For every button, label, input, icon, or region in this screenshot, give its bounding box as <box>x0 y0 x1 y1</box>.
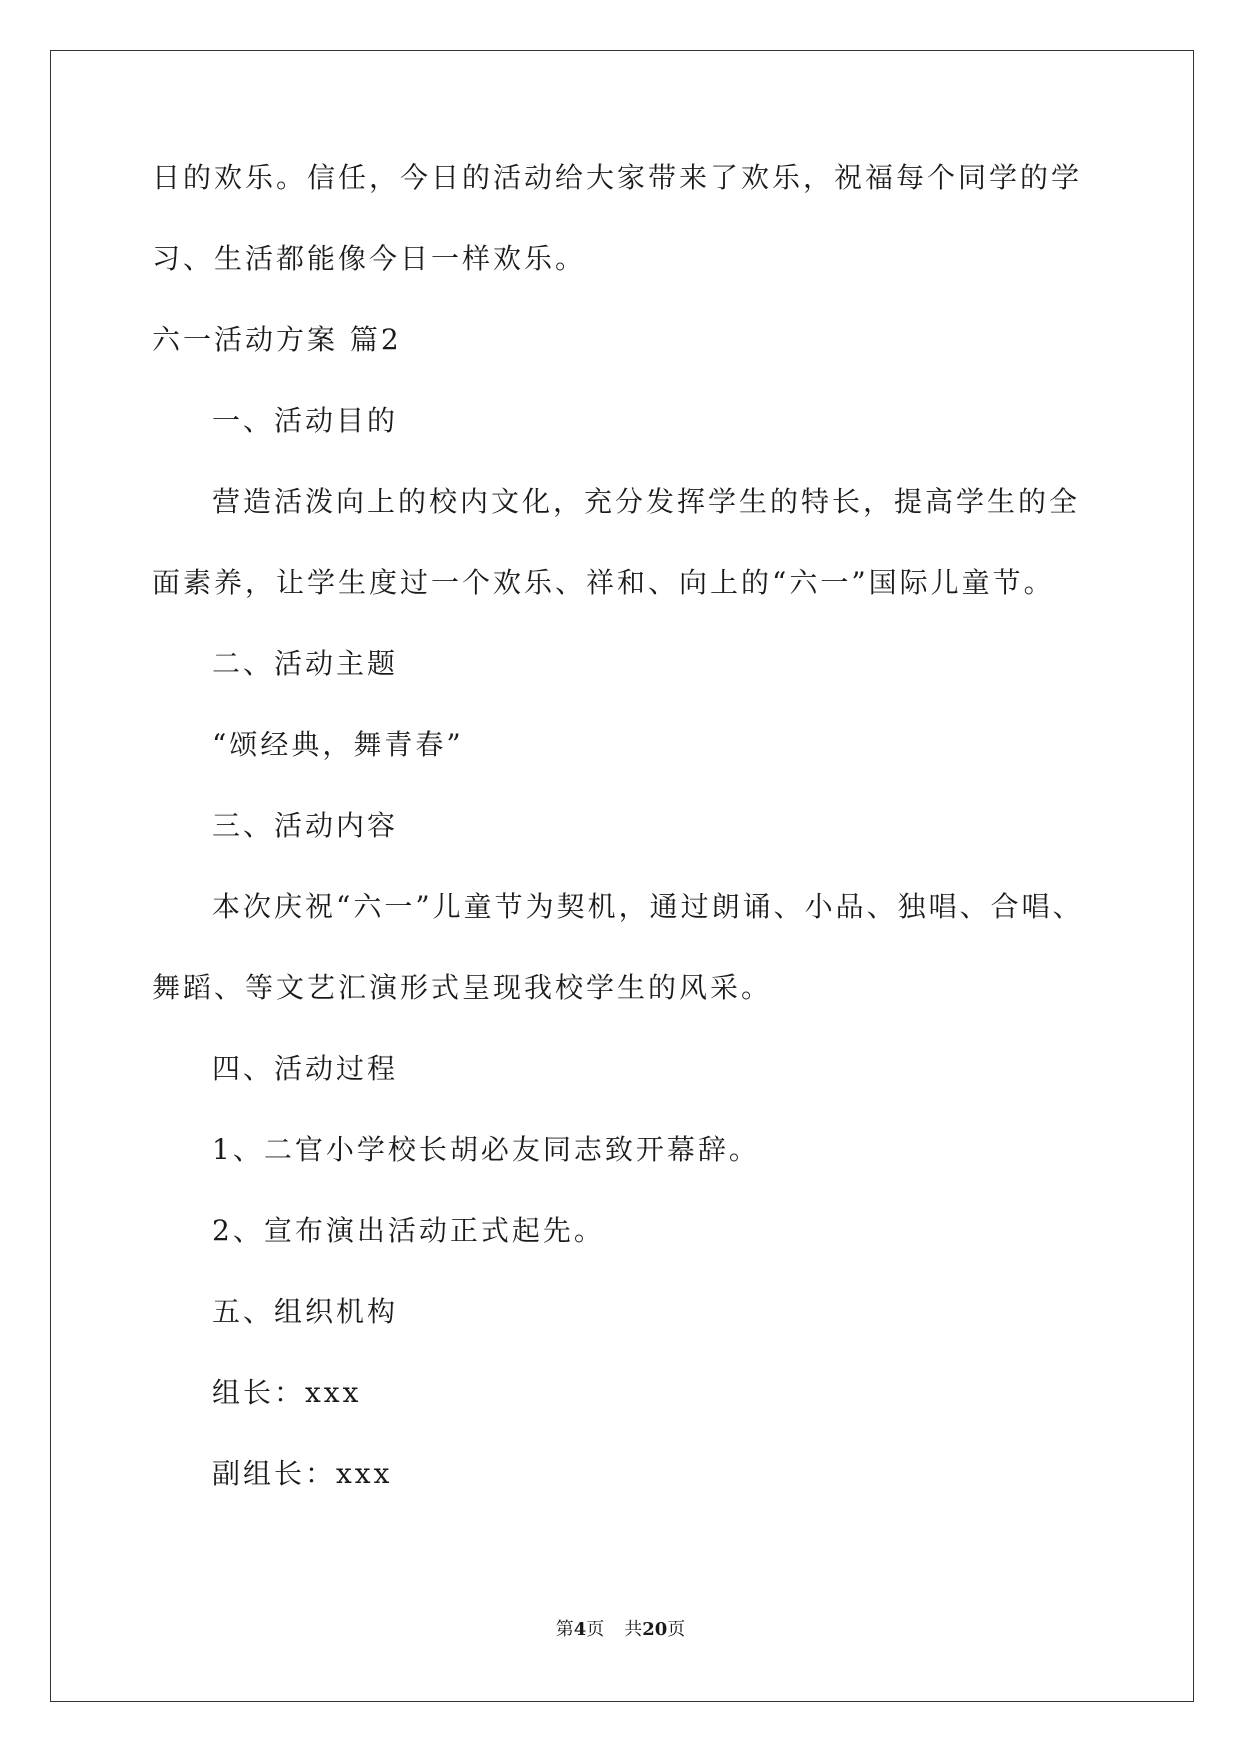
org-leader: 组长：xxx <box>212 1376 362 1409</box>
page-current: 4 <box>573 1619 587 1640</box>
total-prefix: 共 <box>624 1619 643 1640</box>
page-prefix: 第 <box>555 1619 574 1640</box>
paragraph-line: 面素养，让学生度过一个欢乐、祥和、向上的“六一”国际儿童节。 <box>152 566 1055 599</box>
heading-theme: 二、活动主题 <box>212 647 399 680</box>
document-body <box>152 158 1112 1535</box>
heading-purpose: 一、活动目的 <box>212 404 399 437</box>
paragraph-line: 本次庆祝“六一”儿童节为契机，通过朗诵、小品、独唱、合唱、 <box>212 890 1084 923</box>
section-title: 六一活动方案 篇2 <box>152 323 402 356</box>
heading-content: 三、活动内容 <box>212 809 399 842</box>
paragraph-line: 营造活泼向上的校内文化，充分发挥学生的特长，提高学生的全 <box>212 485 1081 518</box>
heading-organization: 五、组织机构 <box>212 1295 399 1328</box>
page-total: 20 <box>642 1619 668 1640</box>
page-footer <box>0 1618 1241 1642</box>
page-suffix: 页 <box>586 1619 605 1640</box>
heading-process: 四、活动过程 <box>212 1052 399 1085</box>
process-step: 1、二官小学校长胡必友同志致开幕辞。 <box>212 1133 760 1166</box>
org-deputy-leader: 副组长：xxx <box>212 1457 393 1490</box>
theme-slogan: “颂经典，舞青春” <box>212 728 464 761</box>
paragraph-line: 舞蹈、等文艺汇演形式呈现我校学生的风采。 <box>152 971 773 1004</box>
paragraph-line: 日的欢乐。信任，今日的活动给大家带来了欢乐，祝福每个同学的学 <box>152 161 1083 194</box>
paragraph-line: 习、生活都能像今日一样欢乐。 <box>152 242 587 275</box>
total-suffix: 页 <box>667 1619 686 1640</box>
process-step: 2、宣布演出活动正式起先。 <box>212 1214 605 1247</box>
